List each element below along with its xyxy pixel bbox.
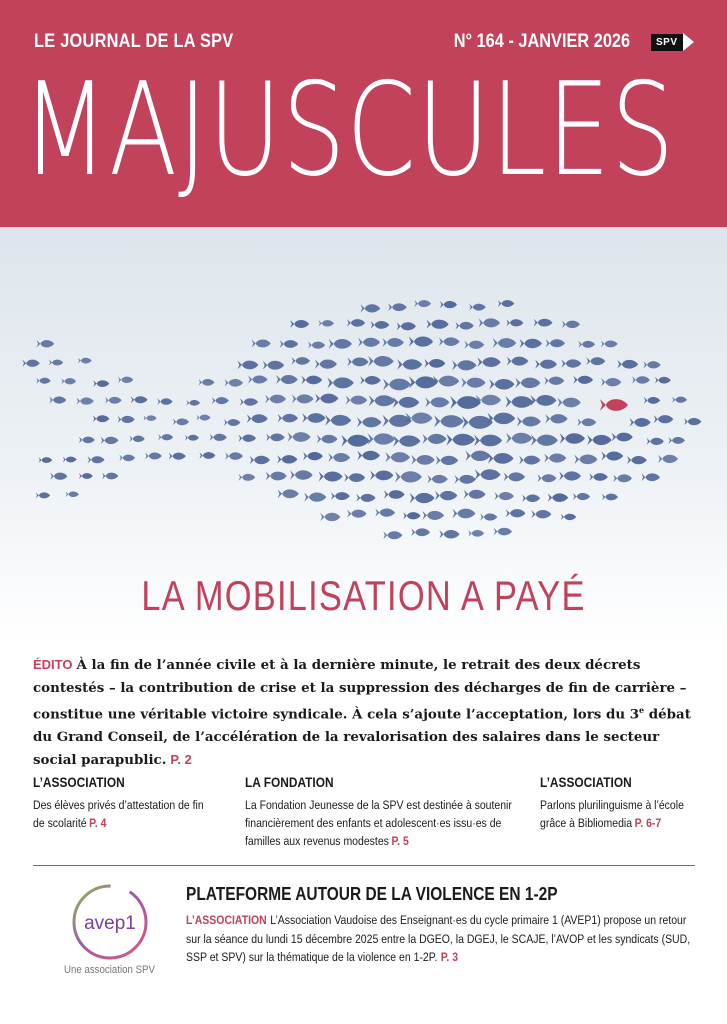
fish xyxy=(197,415,211,421)
fish xyxy=(617,360,638,369)
fish xyxy=(411,455,434,465)
fish xyxy=(225,452,243,459)
fish xyxy=(210,434,227,441)
cover-headline: LA MOBILISATION A PAYÉ xyxy=(141,572,586,619)
spv-badge-label: SPV xyxy=(651,34,683,51)
fish xyxy=(469,304,485,311)
fish xyxy=(558,398,581,408)
fish xyxy=(276,375,298,384)
spv-badge xyxy=(651,33,694,51)
fish xyxy=(158,434,173,440)
fish xyxy=(427,475,447,484)
teaser-heading: L’ASSOCIATION xyxy=(540,774,632,790)
fish xyxy=(347,357,368,366)
fish xyxy=(544,377,564,385)
fish xyxy=(477,357,500,367)
fish xyxy=(49,397,66,404)
fish xyxy=(425,397,449,407)
fish xyxy=(531,395,557,406)
fish xyxy=(145,453,162,460)
fish xyxy=(277,455,297,463)
fish xyxy=(302,376,323,385)
fish xyxy=(519,456,540,465)
fish xyxy=(439,530,459,538)
fish xyxy=(118,416,135,423)
fish xyxy=(49,360,63,366)
fish xyxy=(199,379,215,386)
fish xyxy=(88,456,105,463)
red-fish xyxy=(600,399,628,411)
fish xyxy=(240,398,258,406)
fish xyxy=(548,493,568,502)
fish xyxy=(504,472,525,481)
arrow-right-icon xyxy=(683,33,694,51)
fish xyxy=(347,510,366,518)
fish xyxy=(515,378,540,388)
fish xyxy=(357,417,382,427)
fish xyxy=(346,396,367,405)
teaser-page[interactable]: P. 5 xyxy=(391,834,409,848)
fish xyxy=(546,339,565,347)
fish xyxy=(534,319,553,327)
fish xyxy=(403,512,420,519)
teaser-text xyxy=(540,796,712,832)
fish xyxy=(199,452,215,459)
fish xyxy=(278,414,298,422)
fish xyxy=(654,415,674,423)
fish xyxy=(545,414,567,423)
fish xyxy=(506,319,523,326)
fish xyxy=(424,359,445,368)
fish xyxy=(169,453,186,460)
fish xyxy=(266,472,287,481)
bottom-article-text xyxy=(186,911,693,967)
fish xyxy=(315,394,338,404)
fish xyxy=(506,396,534,408)
fish xyxy=(288,432,311,442)
fish xyxy=(358,338,380,347)
fish xyxy=(434,415,464,427)
fish xyxy=(647,438,664,445)
fish xyxy=(325,415,351,426)
fish xyxy=(435,491,457,500)
edito-label: ÉDITO xyxy=(33,657,73,672)
fish xyxy=(212,397,229,404)
fish xyxy=(452,360,476,370)
fish xyxy=(411,528,430,536)
fish xyxy=(535,360,557,369)
teaser-fondation[interactable] xyxy=(245,774,512,850)
bottom-article-body: L’Association Vaudoise des Enseignant·es du cycle primaire 1 (AVEP1) propose un retour sur la séance du lundi 15 décembre 2025 entre la DGEO, la DGEJ, le SCAJE, l’AVOP et les syndicats (SUD, SSP et SPV) sur la thématique de la violence en 1-2P. xyxy=(186,913,691,964)
fish xyxy=(157,398,172,404)
fish xyxy=(319,320,334,326)
fish xyxy=(308,342,325,349)
fish xyxy=(479,318,500,327)
fish xyxy=(586,357,605,365)
fish-group xyxy=(22,300,701,539)
fish xyxy=(384,490,405,499)
fish xyxy=(93,380,109,387)
fish xyxy=(79,437,95,444)
fish xyxy=(480,513,497,520)
fish xyxy=(361,304,381,312)
fish xyxy=(79,473,93,479)
fish xyxy=(466,451,491,461)
fish xyxy=(63,457,77,463)
fish xyxy=(468,530,484,537)
teaser-association-2[interactable] xyxy=(540,774,727,832)
fish xyxy=(93,415,109,422)
fish xyxy=(61,378,76,384)
fish xyxy=(224,419,240,426)
issue-number: N° 164 - JANVIER 2026 xyxy=(453,31,630,52)
fish xyxy=(601,378,621,386)
fish xyxy=(383,379,411,391)
fish xyxy=(630,418,651,427)
magazine-title: MAJUSCULES xyxy=(22,56,676,205)
fish xyxy=(641,473,660,481)
fish xyxy=(119,455,135,462)
fish xyxy=(252,340,271,348)
fish xyxy=(414,300,431,307)
fish xyxy=(280,340,298,348)
fish xyxy=(464,490,486,499)
fish xyxy=(388,303,406,311)
fish xyxy=(265,395,286,404)
teaser-body: Parlons plurilinguisme à l’école grâce à Bibliomedia xyxy=(540,798,684,830)
fish xyxy=(450,396,481,409)
fish xyxy=(248,375,267,383)
bottom-article-label: L’ASSOCIATION xyxy=(186,913,267,927)
fish xyxy=(427,320,449,329)
fish xyxy=(186,400,200,406)
fish xyxy=(118,377,133,383)
fish xyxy=(317,435,338,444)
fish xyxy=(446,434,475,446)
fish xyxy=(577,418,596,426)
fish xyxy=(370,470,393,480)
fish xyxy=(36,492,50,498)
fish xyxy=(531,435,558,446)
fish xyxy=(319,472,343,482)
fish xyxy=(385,452,410,462)
fish xyxy=(612,433,633,442)
fish xyxy=(292,394,314,403)
edito-paragraph xyxy=(33,654,695,771)
fish xyxy=(436,456,458,465)
teaser-body: Des élèves privés d’attestation de fin de scolarité xyxy=(33,798,204,830)
fish xyxy=(522,494,540,502)
fish xyxy=(613,474,632,482)
fish xyxy=(239,435,256,442)
fish xyxy=(292,357,311,365)
fish xyxy=(39,457,53,463)
fish xyxy=(238,361,259,370)
fish xyxy=(225,379,244,387)
fish xyxy=(239,474,256,481)
teaser-page[interactable]: P. 6-7 xyxy=(634,816,662,830)
fish xyxy=(290,320,309,328)
fish xyxy=(475,469,501,480)
fish xyxy=(574,454,597,464)
fish xyxy=(328,453,350,462)
fish xyxy=(562,321,580,328)
fish xyxy=(66,491,79,497)
fish xyxy=(455,322,473,330)
fish xyxy=(36,378,50,384)
fish xyxy=(320,513,340,521)
fish xyxy=(383,531,402,539)
fish xyxy=(78,358,92,364)
fish xyxy=(304,492,326,501)
fish xyxy=(627,456,647,464)
section-divider xyxy=(33,865,695,866)
fish xyxy=(494,528,512,536)
fish xyxy=(368,433,395,444)
fish xyxy=(327,377,353,388)
fish xyxy=(589,473,608,481)
fish xyxy=(302,413,325,423)
fish xyxy=(561,514,577,520)
fish xyxy=(356,494,375,502)
fish xyxy=(489,379,514,390)
journal-kicker: LE JOURNAL DE LA SPV xyxy=(34,31,234,52)
fish xyxy=(573,376,593,384)
fish xyxy=(498,300,514,307)
fish xyxy=(669,437,685,444)
fish xyxy=(461,378,485,388)
fish xyxy=(130,436,145,442)
fish xyxy=(573,493,590,500)
fish xyxy=(290,470,313,479)
fish xyxy=(393,435,420,446)
teaser-heading: LA FONDATION xyxy=(245,774,334,790)
fish xyxy=(341,435,369,447)
teaser-text xyxy=(245,796,520,850)
fish xyxy=(101,437,119,444)
fish xyxy=(422,511,444,520)
fish xyxy=(263,361,284,370)
fish xyxy=(409,337,433,347)
fish xyxy=(561,359,581,367)
teaser-body: La Fondation Jeunesse de la SPV est destinée à soutenir financièrement des enfants et adolescent·es issu·es de familles aux revenus modestes xyxy=(245,798,512,848)
fish xyxy=(344,473,365,482)
fish xyxy=(517,417,541,427)
fish xyxy=(395,471,422,482)
logo-caption: Une association SPV xyxy=(64,964,155,976)
fish xyxy=(369,395,395,406)
avep1-logo-text: avep1 xyxy=(84,913,136,934)
edito-page-link[interactable]: P. 2 xyxy=(170,751,192,767)
fish xyxy=(393,397,419,408)
teaser-association-1[interactable] xyxy=(33,774,233,832)
fish xyxy=(579,341,595,348)
fish xyxy=(643,361,660,368)
edito-text-1: À la fin de l’année civile et à la dernière minute, le retrait des deux décrets contestés – la contribution de crise et la suppression des décharges de fin de carrière – constitue une véritable victoire syndicale. À cela s’ajoute l’acceptation, lors du 3 xyxy=(33,657,687,723)
fish xyxy=(266,434,284,442)
fish xyxy=(278,489,299,498)
fish xyxy=(423,434,447,444)
fish xyxy=(658,455,678,463)
fish xyxy=(452,509,475,519)
fish xyxy=(488,453,514,464)
masthead xyxy=(0,0,727,227)
fish xyxy=(131,396,148,403)
fish xyxy=(506,509,526,517)
fish xyxy=(537,474,556,482)
edito-text-2: débat du Grand Conseil, de l’accélération de la revalorisation des salaires dans le secteur social parapublic. xyxy=(33,706,691,768)
fish xyxy=(602,451,624,460)
fish xyxy=(410,493,435,503)
fish xyxy=(303,452,323,460)
fish xyxy=(347,319,365,327)
fish xyxy=(383,338,404,347)
fish xyxy=(507,357,528,366)
fish xyxy=(371,321,390,329)
fish xyxy=(474,435,502,447)
bottom-article-page[interactable]: P. 3 xyxy=(440,950,459,964)
fish xyxy=(397,322,416,330)
fish xyxy=(672,397,687,403)
bottom-article-title: PLATEFORME AUTOUR DE LA VIOLENCE EN 1-2P xyxy=(186,884,558,904)
fish xyxy=(493,338,516,348)
fish xyxy=(22,360,39,367)
fish xyxy=(173,418,189,425)
fish xyxy=(250,456,270,464)
fish xyxy=(602,494,618,501)
teaser-page[interactable]: P. 4 xyxy=(89,816,107,830)
fish xyxy=(50,473,67,480)
fish xyxy=(544,453,566,462)
fish xyxy=(495,492,514,500)
fish xyxy=(684,418,701,425)
fish xyxy=(409,376,438,388)
fish xyxy=(439,337,460,346)
fish xyxy=(531,510,551,518)
fish xyxy=(105,397,122,404)
fish xyxy=(506,433,532,444)
fish xyxy=(440,301,457,308)
fish xyxy=(329,339,352,349)
fish xyxy=(143,415,156,421)
fish xyxy=(632,376,650,383)
fish xyxy=(315,360,337,369)
fish xyxy=(455,475,476,484)
fish xyxy=(102,473,118,480)
fish xyxy=(368,356,394,367)
fish xyxy=(397,359,422,369)
fish xyxy=(601,340,618,347)
fish xyxy=(520,339,542,348)
fish xyxy=(644,397,660,404)
fish xyxy=(331,492,350,500)
teaser-text xyxy=(33,796,218,832)
fish xyxy=(587,435,611,445)
fish xyxy=(464,341,484,349)
fish xyxy=(655,377,671,384)
fish xyxy=(433,376,459,387)
fish xyxy=(375,508,395,516)
fish xyxy=(37,340,55,347)
fish xyxy=(76,397,93,404)
fish xyxy=(185,435,199,441)
fish xyxy=(559,471,581,480)
fish xyxy=(560,433,585,444)
fish xyxy=(247,414,268,423)
teaser-heading: L’ASSOCIATION xyxy=(33,774,125,790)
fish xyxy=(357,451,380,460)
edito-sup: e xyxy=(639,705,645,716)
fish xyxy=(360,376,380,385)
